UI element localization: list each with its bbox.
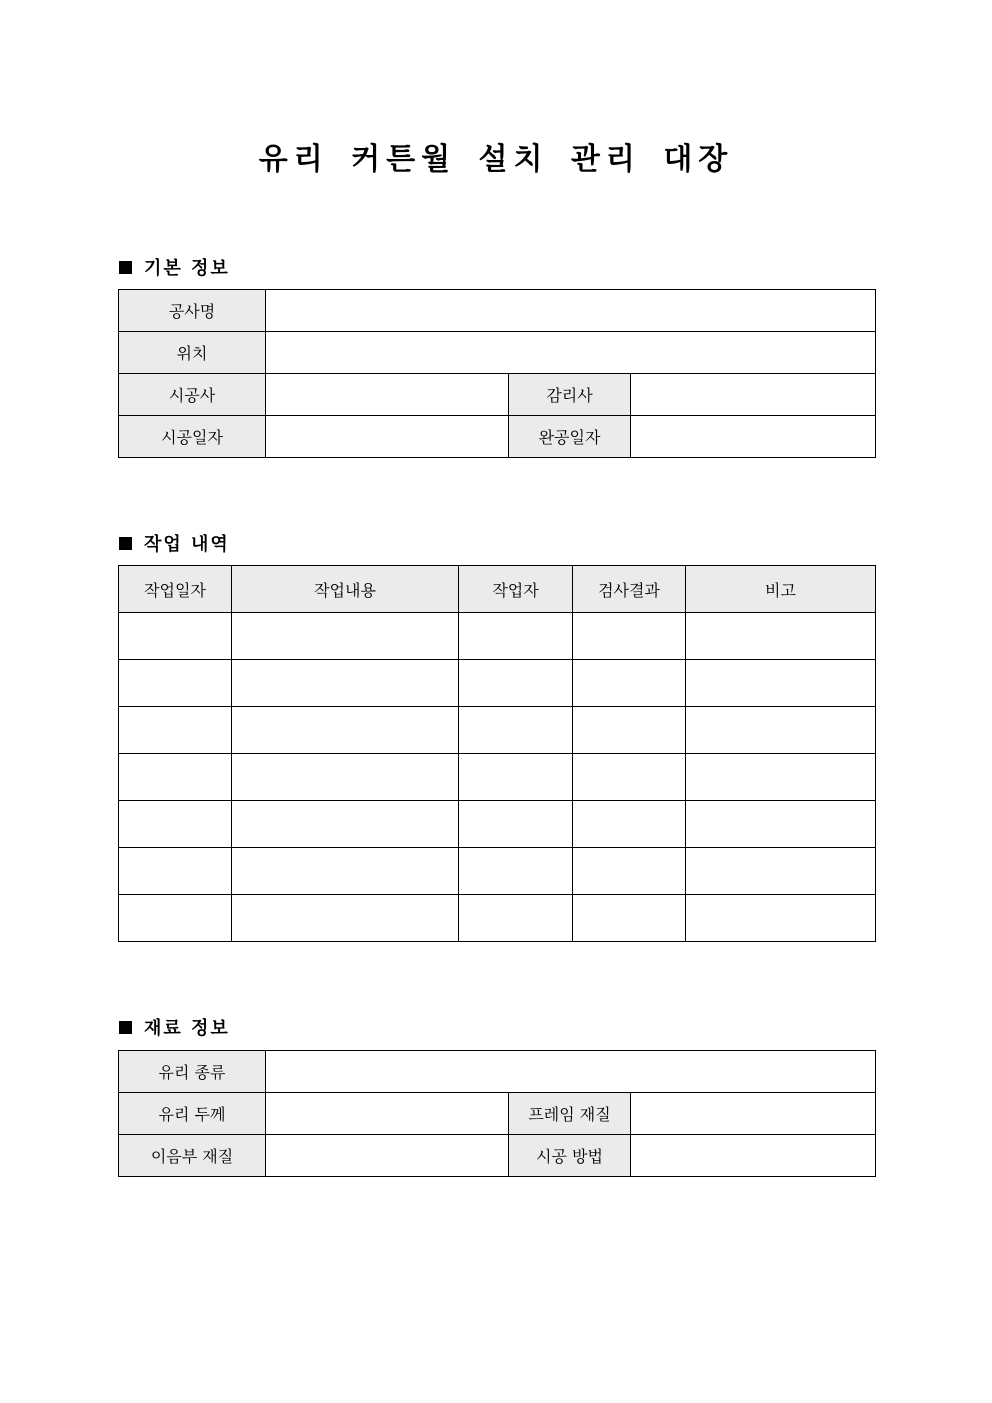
section-basic-title	[119, 254, 230, 280]
material-info-table	[118, 1050, 876, 1177]
cell-worker[interactable]	[459, 613, 573, 660]
cell-worker[interactable]	[459, 848, 573, 895]
label-construction-method: 시공 방법	[509, 1135, 631, 1177]
col-worker: 작업자	[459, 566, 573, 613]
label-glass-thickness: 유리 두께	[119, 1093, 266, 1135]
cell-work-content[interactable]	[232, 754, 459, 801]
cell-work-content[interactable]	[232, 895, 459, 942]
section-work-title	[119, 530, 230, 556]
basic-info-table	[118, 289, 876, 458]
cell-work-content[interactable]	[232, 848, 459, 895]
table-row	[119, 801, 876, 848]
table-row	[119, 613, 876, 660]
cell-work-date[interactable]	[119, 754, 232, 801]
label-completion-date: 완공일자	[509, 416, 631, 458]
section-basic-label: 기본 정보	[144, 258, 230, 279]
col-work-content: 작업내용	[232, 566, 459, 613]
square-bullet-icon	[119, 537, 132, 550]
cell-work-content[interactable]	[232, 613, 459, 660]
field-project-name[interactable]	[266, 290, 876, 332]
cell-work-date[interactable]	[119, 660, 232, 707]
label-supervisor: 감리사	[509, 374, 631, 416]
cell-remarks[interactable]	[686, 895, 876, 942]
table-row	[119, 660, 876, 707]
cell-inspection-result[interactable]	[573, 707, 686, 754]
page-title: 유리 커튼월 설치 관리 대장	[258, 142, 734, 177]
field-contractor[interactable]	[266, 374, 509, 416]
label-glass-type: 유리 종류	[119, 1051, 266, 1093]
col-work-date: 작업일자	[119, 566, 232, 613]
cell-work-date[interactable]	[119, 801, 232, 848]
cell-inspection-result[interactable]	[573, 848, 686, 895]
label-joint-material: 이음부 재질	[119, 1135, 266, 1177]
cell-worker[interactable]	[459, 660, 573, 707]
field-joint-material[interactable]	[266, 1135, 509, 1177]
cell-remarks[interactable]	[686, 613, 876, 660]
field-frame-material[interactable]	[631, 1093, 876, 1135]
cell-inspection-result[interactable]	[573, 660, 686, 707]
work-history-table	[118, 565, 876, 942]
cell-work-date[interactable]	[119, 895, 232, 942]
cell-inspection-result[interactable]	[573, 613, 686, 660]
square-bullet-icon	[119, 261, 132, 274]
cell-worker[interactable]	[459, 707, 573, 754]
cell-work-date[interactable]	[119, 707, 232, 754]
label-contractor: 시공사	[119, 374, 266, 416]
field-start-date[interactable]	[266, 416, 509, 458]
section-work-label: 작업 내역	[144, 534, 230, 555]
cell-inspection-result[interactable]	[573, 801, 686, 848]
cell-inspection-result[interactable]	[573, 895, 686, 942]
cell-remarks[interactable]	[686, 660, 876, 707]
cell-work-content[interactable]	[232, 660, 459, 707]
cell-worker[interactable]	[459, 801, 573, 848]
label-start-date: 시공일자	[119, 416, 266, 458]
cell-work-date[interactable]	[119, 613, 232, 660]
cell-work-content[interactable]	[232, 707, 459, 754]
cell-inspection-result[interactable]	[573, 754, 686, 801]
cell-remarks[interactable]	[686, 754, 876, 801]
section-material-title	[119, 1014, 230, 1040]
label-frame-material: 프레임 재질	[509, 1093, 631, 1135]
field-glass-thickness[interactable]	[266, 1093, 509, 1135]
col-inspection-result: 검사결과	[573, 566, 686, 613]
cell-remarks[interactable]	[686, 848, 876, 895]
table-row	[119, 707, 876, 754]
field-supervisor[interactable]	[631, 374, 876, 416]
cell-worker[interactable]	[459, 754, 573, 801]
label-project-name: 공사명	[119, 290, 266, 332]
cell-work-date[interactable]	[119, 848, 232, 895]
square-bullet-icon	[119, 1021, 132, 1034]
field-location[interactable]	[266, 332, 876, 374]
col-remarks: 비고	[686, 566, 876, 613]
cell-remarks[interactable]	[686, 801, 876, 848]
table-row	[119, 754, 876, 801]
section-material-label: 재료 정보	[144, 1018, 230, 1039]
label-location: 위치	[119, 332, 266, 374]
cell-worker[interactable]	[459, 895, 573, 942]
table-row	[119, 895, 876, 942]
field-construction-method[interactable]	[631, 1135, 876, 1177]
cell-remarks[interactable]	[686, 707, 876, 754]
cell-work-content[interactable]	[232, 801, 459, 848]
field-completion-date[interactable]	[631, 416, 876, 458]
field-glass-type[interactable]	[266, 1051, 876, 1093]
table-row	[119, 848, 876, 895]
